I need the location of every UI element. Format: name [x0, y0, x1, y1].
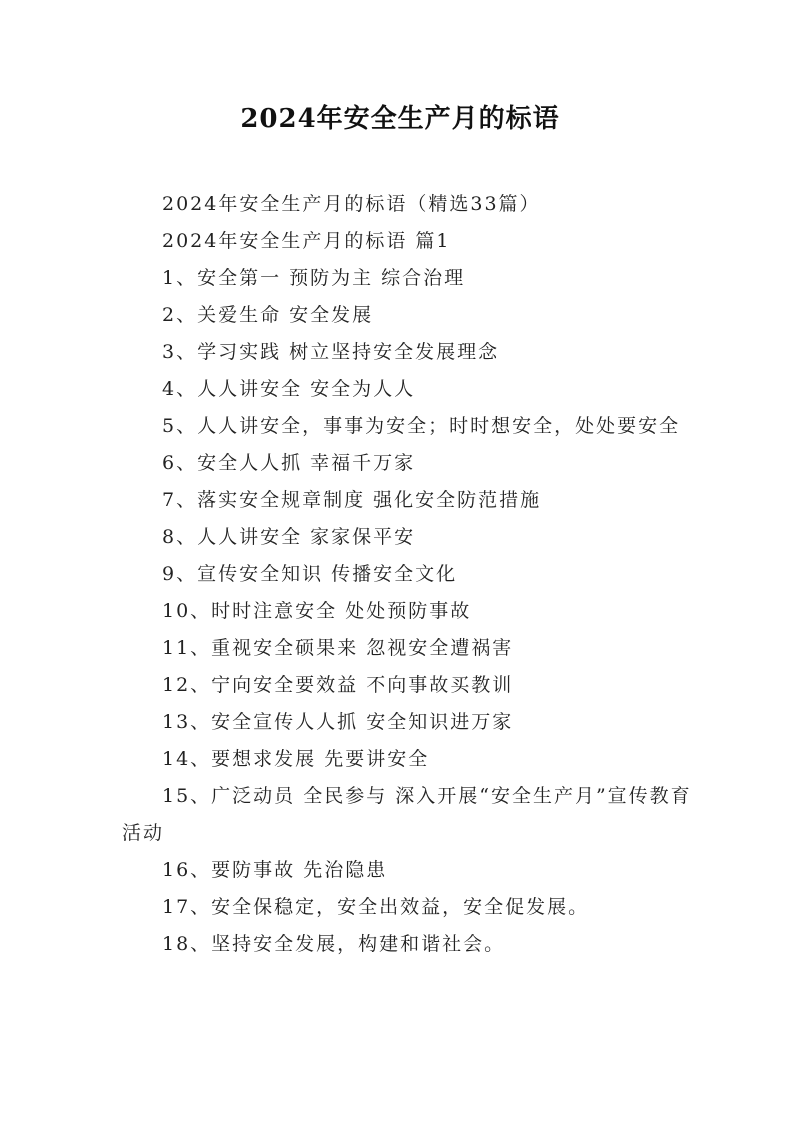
paragraph-section-heading: 2024年安全生产月的标语 篇1	[162, 230, 451, 252]
slogan-item: 14、要想求发展 先要讲安全	[162, 748, 430, 770]
slogan-item: 18、坚持安全发展，构建和谐社会。	[162, 933, 506, 955]
slogan-item: 9、宣传安全知识 传播安全文化	[162, 563, 458, 585]
paragraph-subtitle: 2024年安全生产月的标语（精选33篇）	[162, 193, 541, 215]
slogan-item: 7、落实安全规章制度 强化安全防范措施	[162, 489, 542, 511]
slogan-item: 11、重视安全硕果来 忽视安全遭祸害	[162, 637, 514, 659]
slogan-item: 4、人人讲安全 安全为人人	[162, 378, 416, 400]
slogan-item: 13、安全宣传人人抓 安全知识进万家	[162, 711, 514, 733]
slogan-item: 12、宁向安全要效益 不向事故买教训	[162, 674, 514, 696]
slogan-item: 6、安全人人抓 幸福千万家	[162, 452, 416, 474]
slogan-item: 5、人人讲安全，事事为安全；时时想安全，处处要安全	[162, 415, 681, 437]
slogan-item: 3、学习实践 树立坚持安全发展理念	[162, 341, 500, 363]
slogan-item: 10、时时注意安全 处处预防事故	[162, 600, 472, 622]
document-body	[122, 186, 692, 963]
slogan-item: 1、安全第一 预防为主 综合治理	[162, 267, 466, 289]
document-title: 2024年安全生产月的标语	[240, 104, 560, 134]
slogan-item: 8、人人讲安全 家家保平安	[162, 526, 416, 548]
slogan-item: 2、关爱生命 安全发展	[162, 304, 374, 326]
slogan-item: 16、要防事故 先治隐患	[162, 859, 388, 881]
slogan-item: 15、广泛动员 全民参与 深入开展“安全生产月”宣传教育活动	[122, 785, 692, 844]
slogan-item: 17、安全保稳定，安全出效益，安全促发展。	[162, 896, 590, 918]
